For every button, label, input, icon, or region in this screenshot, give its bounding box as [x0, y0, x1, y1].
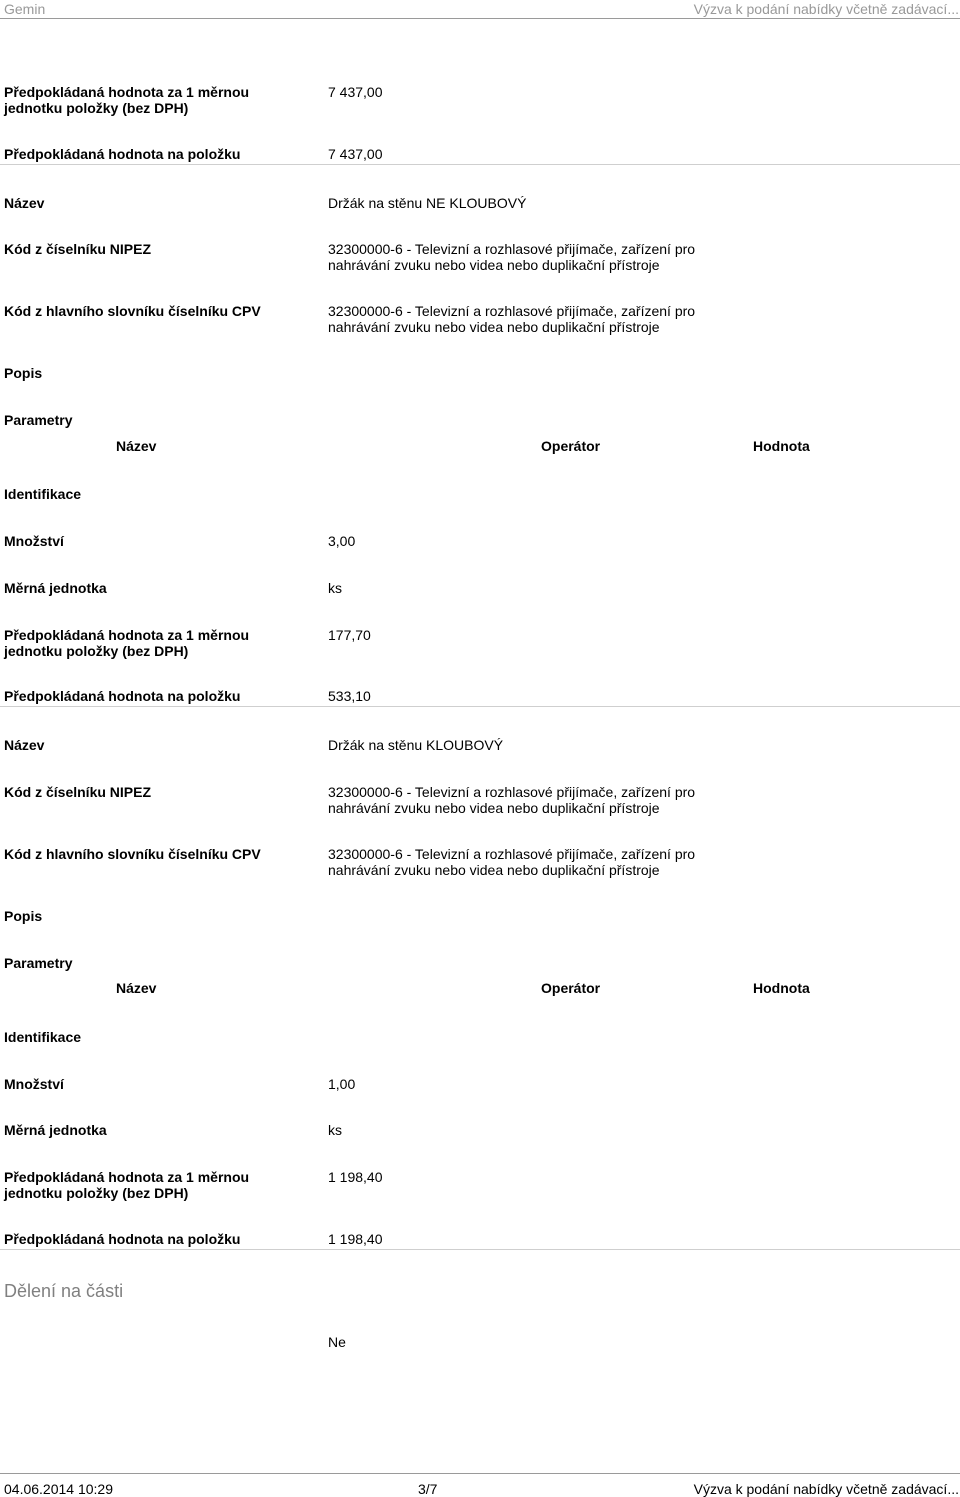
- cpv-label: Kód z hlavního slovníku číselníku CPV: [4, 846, 261, 862]
- item-price-value: 1 198,40: [328, 1231, 383, 1247]
- parametry-label: Parametry: [4, 955, 73, 971]
- nipez-label: Kód z číselníku NIPEZ: [4, 241, 152, 257]
- param-col-name: Název: [116, 438, 157, 454]
- item-price-value: 533,10: [328, 688, 371, 704]
- unit-price-value: 1 198,40: [328, 1169, 383, 1185]
- unit-label: Měrná jednotka: [4, 1122, 107, 1138]
- header-right: Výzva k podání nabídky včetně zadávací...: [693, 1, 959, 17]
- identifikace-label: Identifikace: [4, 1029, 82, 1045]
- popis-label: Popis: [4, 908, 43, 924]
- unit-price-value: 7 437,00: [328, 84, 383, 100]
- unit-price-value: 177,70: [328, 627, 371, 643]
- footer-title: Výzva k podání nabídky včetně zadávací...: [693, 1481, 959, 1497]
- quantity-value: 3,00: [328, 533, 356, 549]
- item-price-value: 7 437,00: [328, 146, 383, 162]
- cpv-value: 32300000-6 - Televizní a rozhlasové přijímače, zařízení pro nahrávání zvuku nebo videa nebo duplikační přístroje: [328, 303, 696, 335]
- footer-page-number: 3/7: [418, 1481, 438, 1497]
- name-value: Držák na stěnu NE KLOUBOVÝ: [328, 195, 527, 211]
- name-value: Držák na stěnu KLOUBOVÝ: [328, 737, 504, 753]
- header-left: Gemin: [4, 1, 46, 17]
- item-price-label: Předpokládaná hodnota na položku: [4, 146, 241, 162]
- divider: [0, 164, 960, 165]
- division-heading: Dělení na části: [4, 1281, 124, 1301]
- unit-price-label: Předpokládaná hodnota za 1 měrnou jednotku položky (bez DPH): [4, 627, 250, 659]
- param-col-value: Hodnota: [753, 438, 810, 454]
- page-header: [0, 0, 960, 19]
- quantity-label: Množství: [4, 533, 64, 549]
- nipez-label: Kód z číselníku NIPEZ: [4, 784, 152, 800]
- popis-label: Popis: [4, 365, 43, 381]
- quantity-label: Množství: [4, 1076, 64, 1092]
- name-label: Název: [4, 195, 45, 211]
- divider: [0, 1249, 960, 1250]
- nipez-value: 32300000-6 - Televizní a rozhlasové přijímače, zařízení pro nahrávání zvuku nebo videa nebo duplikační přístroje: [328, 784, 696, 816]
- unit-price-label: Předpokládaná hodnota za 1 měrnou jednotku položky (bez DPH): [4, 84, 250, 116]
- cpv-label: Kód z hlavního slovníku číselníku CPV: [4, 303, 261, 319]
- division-value: Ne: [328, 1334, 346, 1350]
- quantity-value: 1,00: [328, 1076, 356, 1092]
- param-col-value: Hodnota: [753, 980, 810, 996]
- unit-price-label: Předpokládaná hodnota za 1 měrnou jednotku položky (bez DPH): [4, 1169, 250, 1201]
- name-label: Název: [4, 737, 45, 753]
- item-price-label: Předpokládaná hodnota na položku: [4, 1231, 241, 1247]
- unit-value: ks: [328, 1122, 342, 1138]
- unit-value: ks: [328, 580, 342, 596]
- divider: [0, 706, 960, 707]
- parametry-label: Parametry: [4, 412, 73, 428]
- param-col-name: Název: [116, 980, 157, 996]
- footer-date: 04.06.2014 10:29: [4, 1481, 113, 1497]
- item-price-label: Předpokládaná hodnota na položku: [4, 688, 241, 704]
- page-footer: [0, 1473, 960, 1497]
- identifikace-label: Identifikace: [4, 486, 82, 502]
- param-col-operator: Operátor: [541, 438, 601, 454]
- param-col-operator: Operátor: [541, 980, 601, 996]
- nipez-value: 32300000-6 - Televizní a rozhlasové přijímače, zařízení pro nahrávání zvuku nebo videa nebo duplikační přístroje: [328, 241, 696, 273]
- unit-label: Měrná jednotka: [4, 580, 107, 596]
- cpv-value: 32300000-6 - Televizní a rozhlasové přijímače, zařízení pro nahrávání zvuku nebo videa nebo duplikační přístroje: [328, 846, 696, 878]
